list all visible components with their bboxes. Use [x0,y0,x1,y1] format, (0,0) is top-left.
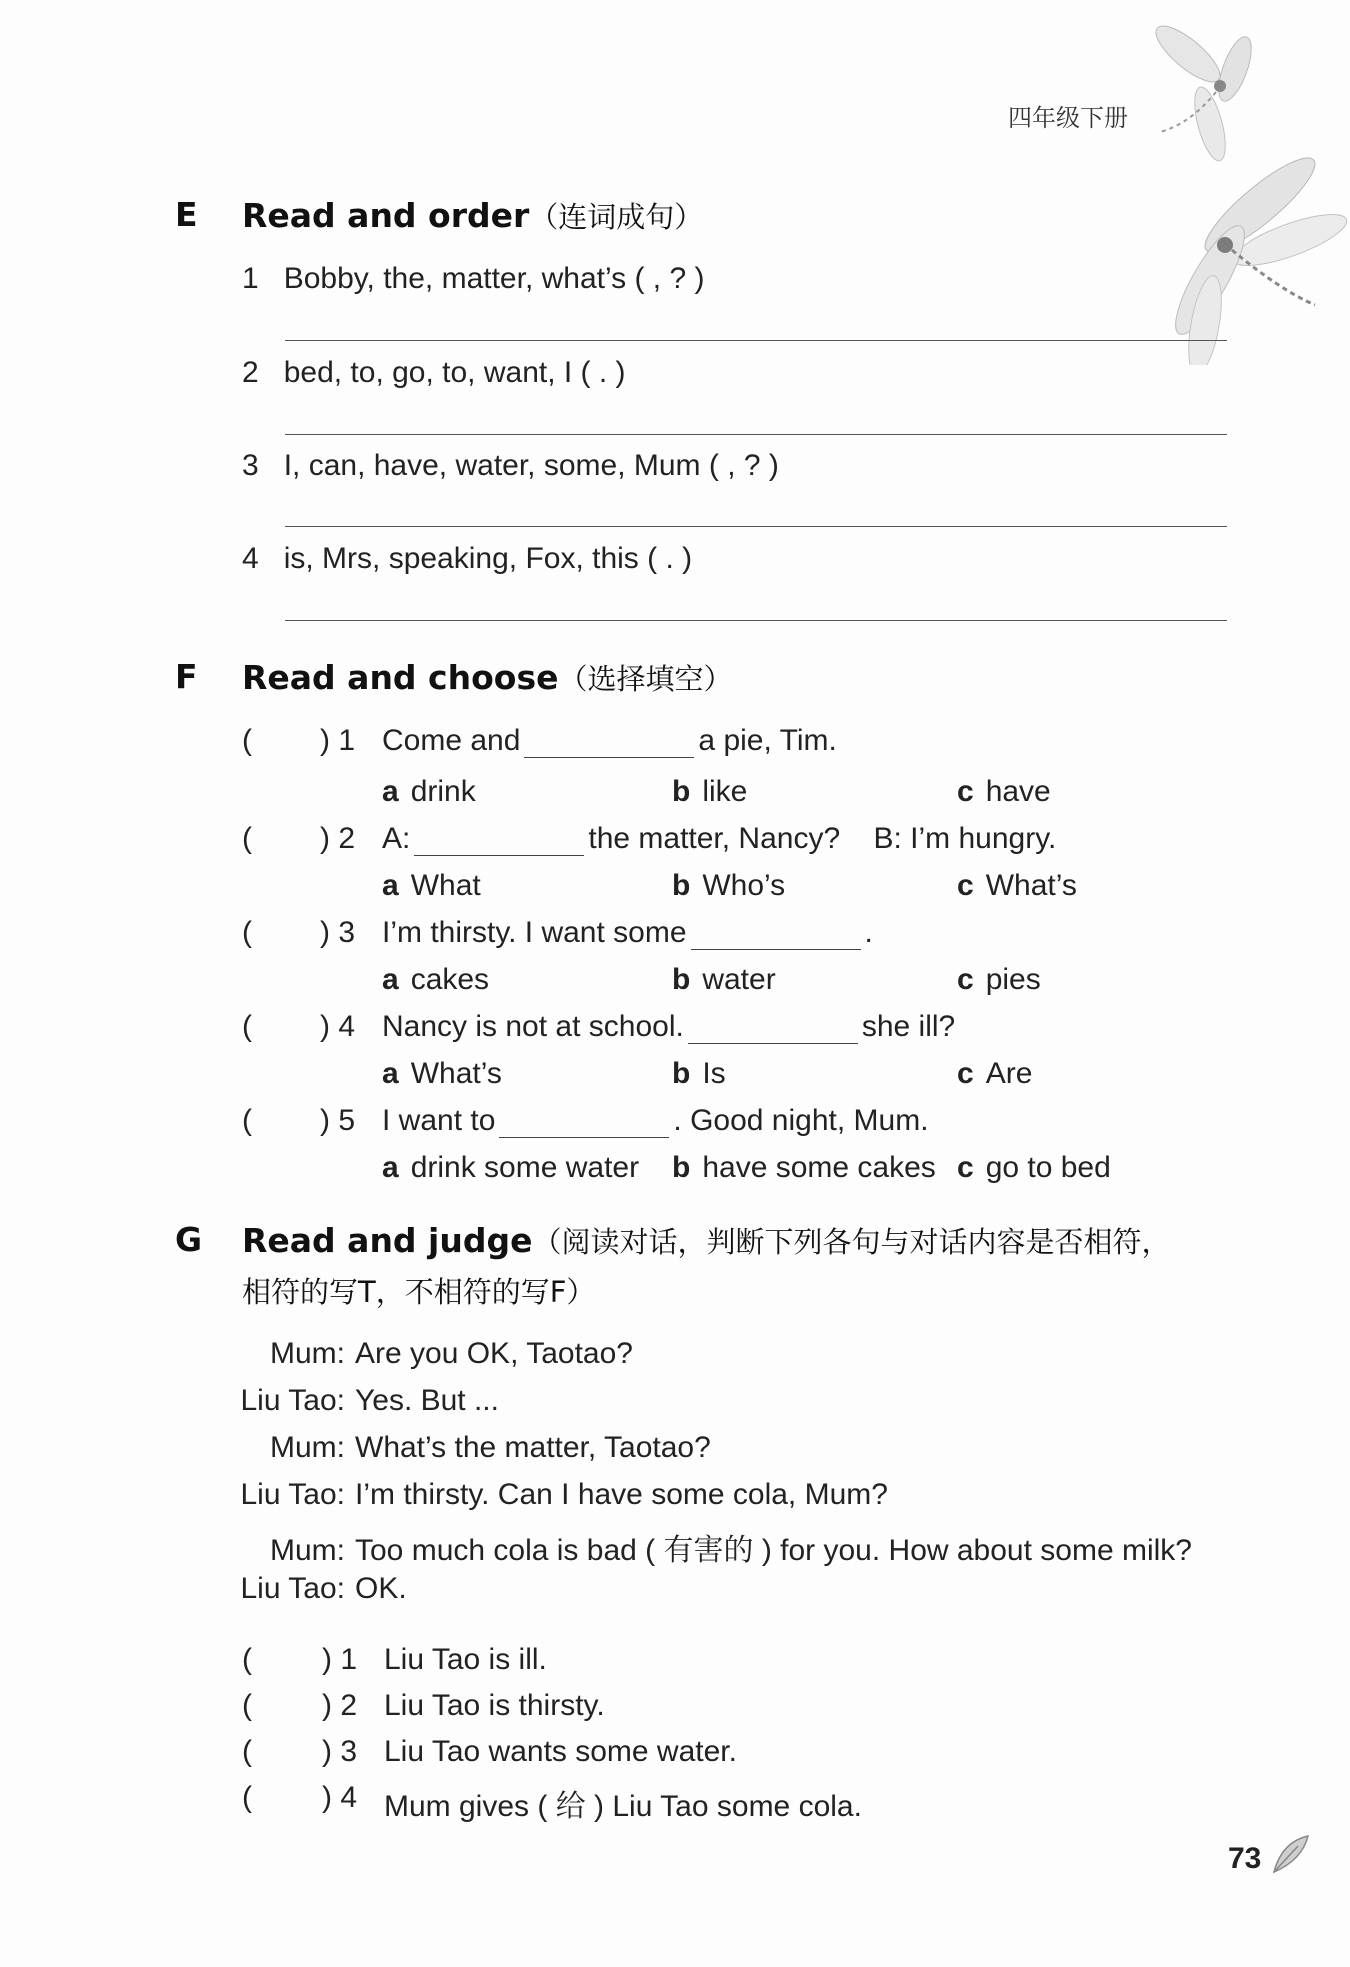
option-b [672,869,785,903]
choose-num-2: ) 2 [320,822,356,855]
dialogue-text: Yes. But ... [355,1384,499,1417]
judge-text-2: Liu Tao is thirsty. [384,1689,605,1722]
choose-paren-4[interactable]: ( [242,1010,252,1043]
option-letter: b [672,869,691,902]
option-b [672,1057,726,1091]
fill-blank[interactable] [691,919,861,950]
answer-line-1[interactable] [285,340,1227,341]
judge-num-2: ) 2 [322,1689,358,1722]
option-b [672,1151,936,1185]
option-letter: a [382,775,399,808]
judge-num-4: ) 4 [322,1781,358,1814]
section-e-note: （连词成句） [529,200,704,234]
dialogue-text: Are you OK, Taotao? [355,1337,633,1370]
section-e-title [242,195,703,236]
option-a [382,963,489,997]
section-g-title [242,1220,1171,1261]
order-item-num: 2 [242,356,259,389]
option-a [382,1057,502,1091]
question-text: Come and [382,724,521,757]
judge-paren-4[interactable]: ( [242,1781,252,1814]
choose-num-3: ) 3 [320,916,356,949]
section-f-note: （选择填空） [558,662,733,696]
option-letter: a [382,1151,399,1184]
option-letter: b [672,1151,691,1184]
judge-num-3: ) 3 [322,1735,358,1768]
order-item-3 [242,449,779,483]
section-f-heading: Read and choose [242,658,559,697]
judge-num-1: ) 1 [322,1643,358,1676]
order-item-1 [242,262,704,296]
option-letter: c [957,869,974,902]
section-g-letter: G [175,1220,203,1259]
speaker: Liu Tao: [240,1572,345,1605]
question-text: A: [382,822,411,855]
option-c [957,775,1051,809]
section-f-title [242,657,732,698]
option-letter: b [672,775,691,808]
judge-text-1: Liu Tao is ill. [384,1643,547,1676]
speaker: Mum: [270,1431,345,1464]
choose-question-1 [382,724,837,758]
question-text: . Good night, Mum. [673,1104,929,1137]
judge-text-4: Mum gives ( 给 ) Liu Tao some cola. [384,1790,862,1823]
order-item-num: 4 [242,542,259,575]
choose-question-2 [382,822,1056,856]
choose-paren-2[interactable]: ( [242,822,252,855]
speaker: Mum: [270,1337,345,1370]
dialogue-text: Too much cola is bad ( 有害的 ) for you. How about some milk? [355,1534,1192,1567]
section-e-letter: E [175,195,198,234]
option-letter: c [957,775,974,808]
choose-question-5 [382,1104,929,1138]
option-a [382,869,481,903]
question-text: Nancy is not at school. [382,1010,684,1043]
option-letter: c [957,1151,974,1184]
choose-paren-5[interactable]: ( [242,1104,252,1137]
order-item-num: 3 [242,449,259,482]
dialogue-line-4 [225,1478,888,1512]
option-text: drink [410,775,476,808]
option-c [957,869,1077,903]
section-e-heading: Read and order [242,196,530,235]
option-a [382,775,476,809]
option-c [957,1057,1032,1091]
option-text: have some cakes [702,1151,936,1184]
option-text: water [702,963,776,996]
page-number: 73 [1228,1842,1262,1875]
judge-paren-2[interactable]: ( [242,1689,252,1722]
option-letter: c [957,1057,974,1090]
option-text: cakes [410,963,490,996]
judge-paren-1[interactable]: ( [242,1643,252,1676]
option-text: Are [985,1057,1033,1090]
judge-paren-3[interactable]: ( [242,1735,252,1768]
option-text: have [985,775,1051,808]
option-b [672,963,776,997]
answer-line-3[interactable] [285,526,1227,527]
option-a [382,1151,639,1185]
dialogue-line-1 [225,1337,633,1371]
option-text: Who’s [702,869,786,902]
question-text: . [864,916,873,949]
dialogue-line-2 [225,1384,499,1418]
speaker: Liu Tao: [240,1478,345,1511]
option-c [957,963,1041,997]
section-f-letter: F [175,657,198,696]
question-text: I want to [382,1104,496,1137]
option-letter: c [957,963,974,996]
option-letter: a [382,1057,399,1090]
fill-blank[interactable] [414,825,584,856]
choose-num-1: ) 1 [320,724,356,757]
fill-blank[interactable] [499,1107,669,1138]
dragonfly-side-icon [1140,150,1350,365]
option-text: Is [702,1057,726,1090]
answer-line-4[interactable] [285,620,1227,621]
option-text: like [702,775,748,808]
dialogue-text: I’m thirsty. Can I have some cola, Mum? [355,1478,888,1511]
option-letter: b [672,1057,691,1090]
order-item-text: Bobby, the, matter, what’s ( , ? ) [283,262,705,295]
option-b [672,775,747,809]
fill-blank[interactable] [688,1013,858,1044]
option-letter: a [382,963,399,996]
section-g-note-line2: 相符的写T，不相符的写F） [242,1275,596,1309]
dialogue-line-5 [225,1525,1192,1569]
speaker: Mum: [270,1534,345,1567]
option-c [957,1151,1111,1185]
option-letter: a [382,869,399,902]
dialogue-text: OK. [355,1572,407,1605]
order-item-num: 1 [242,262,259,295]
order-item-text: bed, to, go, to, want, I ( . ) [283,356,626,389]
question-text: a pie, Tim. [698,724,837,757]
answer-line-2[interactable] [285,434,1227,435]
choose-paren-3[interactable]: ( [242,916,252,949]
question-text: I’m thirsty. I want some [382,916,687,949]
choose-question-4 [382,1010,955,1044]
section-g-heading: Read and judge [242,1221,533,1260]
option-text: drink some water [410,1151,640,1184]
choose-num-5: ) 5 [320,1104,356,1137]
option-text: What [410,869,481,902]
choose-num-4: ) 4 [320,1010,356,1043]
dialogue-line-6 [225,1572,407,1606]
option-text: pies [985,963,1041,996]
order-item-4 [242,542,692,576]
judge-text-3: Liu Tao wants some water. [384,1735,737,1768]
option-letter: b [672,963,691,996]
question-text: the matter, Nancy? B: I’m hungry. [588,822,1057,855]
question-text: she ill? [861,1010,956,1043]
dragonfly-top-icon [1140,14,1270,164]
speaker: Liu Tao: [240,1384,345,1417]
section-g-note: （阅读对话，判断下列各句与对话内容是否相符， [532,1225,1171,1259]
grade-label: 四年级下册 [1008,105,1128,132]
choose-question-3 [382,916,873,950]
order-item-text: is, Mrs, speaking, Fox, this ( . ) [283,542,693,575]
leaf-icon [1268,1832,1312,1876]
dialogue-line-3 [225,1431,711,1465]
fill-blank[interactable] [524,727,694,758]
order-item-2 [242,356,626,390]
option-text: What’s [985,869,1077,902]
dialogue-text: What’s the matter, Taotao? [355,1431,711,1464]
choose-paren-1[interactable]: ( [242,724,252,757]
order-item-text: I, can, have, water, some, Mum ( , ? ) [283,449,779,482]
option-text: go to bed [985,1151,1111,1184]
option-text: What’s [410,1057,502,1090]
